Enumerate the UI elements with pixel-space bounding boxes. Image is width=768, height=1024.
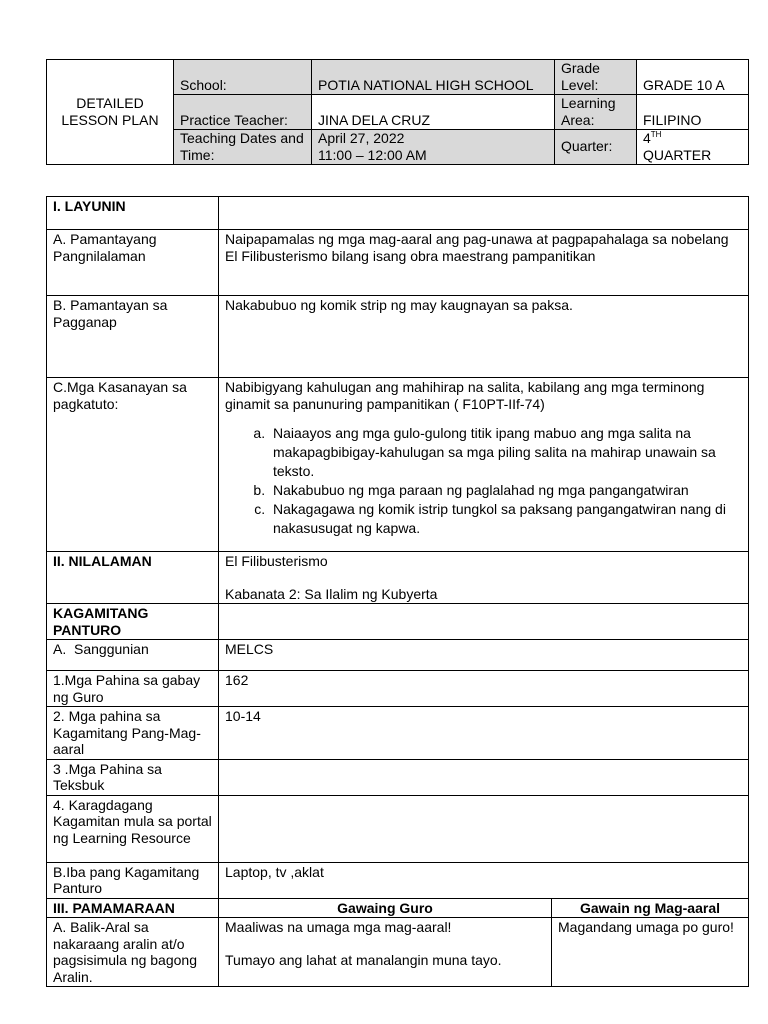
pamantayang-label: A. Pamantayang Pangnilalaman xyxy=(47,230,219,296)
grade-label: Grade Level: xyxy=(555,60,637,95)
dates-label: Teaching Dates and Time: xyxy=(174,130,312,165)
teksbuk-value xyxy=(219,759,749,795)
list-item: b. Nakabubuo ng mga paraan ng paglalahad ng mga pangangatwiran xyxy=(269,481,742,500)
mag-aaral-pages-value: 10-14 xyxy=(219,707,749,760)
school-label: School: xyxy=(174,60,312,95)
karagdagang-value xyxy=(219,795,749,862)
time-value: 11:00 – 12:00 AM xyxy=(318,146,427,163)
balik-aral-mag-aaral: Magandang umaga po guro! xyxy=(552,918,749,987)
kagamitan-label: KAGAMITANG PANTURO xyxy=(47,604,219,640)
kasanayan-list xyxy=(225,424,742,538)
nilalaman-value: El Filibusterismo Kabanata 2: Sa Ilalim ng Kubyerta xyxy=(219,552,749,604)
balik-aral-label: A. Balik-Aral sa nakaraang aralin at/o pagsisimula ng bagong Aralin. xyxy=(47,918,219,987)
school-value: POTIA NATIONAL HIGH SCHOOL xyxy=(312,60,555,95)
iba-label: B.Iba pang Kagamitang Panturo xyxy=(47,862,219,898)
iba-value: Laptop, tv ,aklat xyxy=(219,862,749,898)
karagdagang-label: 4. Karagdagang Kagamitan mula sa portal ng Learning Resource xyxy=(47,795,219,862)
teacher-label: Practice Teacher: xyxy=(174,95,312,130)
kasanayan-cell xyxy=(219,378,749,552)
lesson-plan-title: DETAILED LESSON PLAN xyxy=(47,60,174,165)
pamantayang-value: Naipapamalas ng mga mag-aaral ang pag-unawa at pagpapahalaga sa nobelang El Filibusterismo bilang isang obra maestrang pampanitikan xyxy=(219,230,749,296)
sanggunian-value: MELCS xyxy=(219,640,749,671)
area-value: FILIPINO xyxy=(637,95,749,130)
list-item: c. Nakagagawa ng komik istrip tungkol sa paksang pangangatwiran nang di nakasusugat ng kapwa. xyxy=(269,500,742,538)
gawain-mag-aaral-header: Gawain ng Mag-aaral xyxy=(552,898,749,918)
dates-value xyxy=(312,130,555,165)
mag-aaral-pages-label: 2. Mga pahina sa Kagamitang Pang-Mag-aaral xyxy=(47,707,219,760)
layunin-header: I. LAYUNIN xyxy=(47,197,219,230)
sanggunian-label: A. Sanggunian xyxy=(47,640,219,671)
list-item: a. Naiaayos ang mga gulo-gulong titik ipang mabuo ang mga salita na makapagbibigay-kahulugan sa mga piling salita na mahirap unawain sa teksto. xyxy=(269,424,742,481)
grade-value: GRADE 10 A xyxy=(637,60,749,95)
date-value: April 27, 2022 xyxy=(318,130,405,146)
pamamaraan-label: III. PAMAMARAAN xyxy=(47,898,219,918)
gawaing-guro-header: Gawaing Guro xyxy=(219,898,552,918)
teksbuk-label: 3 .Mga Pahina sa Teksbuk xyxy=(47,759,219,795)
area-label: Learning Area: xyxy=(555,95,637,130)
pagganap-label: B. Pamantayan sa Pagganap xyxy=(47,296,219,378)
quarter-label: Quarter: xyxy=(555,130,637,165)
lesson-plan-table xyxy=(46,196,749,987)
nilalaman-label: II. NILALAMAN xyxy=(47,552,219,604)
header-table xyxy=(46,59,749,165)
kasanayan-label: C.Mga Kasanayan sa pagkatuto: xyxy=(47,378,219,552)
balik-aral-guro: Maaliwas na umaga mga mag-aaral! Tumayo ang lahat at manalangin muna tayo. xyxy=(219,918,552,987)
guro-pages-value: 162 xyxy=(219,671,749,707)
quarter-value: 4TH QUARTER xyxy=(637,130,749,165)
pagganap-value: Nakabubuo ng komik strip ng may kaugnayan sa paksa. xyxy=(219,296,749,378)
kasanayan-value: Nabibigyang kahulugan ang mahihirap na salita, kabilang ang mga terminong ginamit sa panunuring pampanitikan ( F10PT-IIf-74) xyxy=(225,379,705,412)
guro-pages-label: 1.Mga Pahina sa gabay ng Guro xyxy=(47,671,219,707)
teacher-value: JINA DELA CRUZ xyxy=(312,95,555,130)
